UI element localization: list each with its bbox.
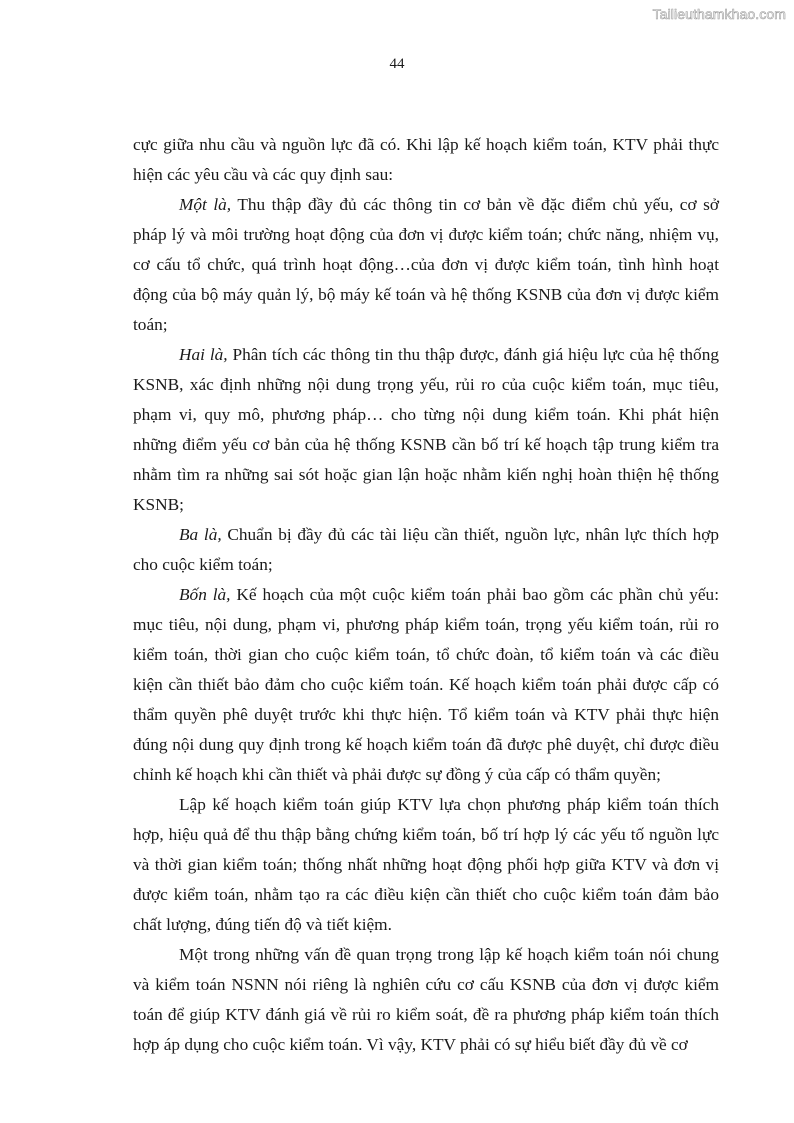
watermark: Tailieuthamkhao.com bbox=[652, 6, 786, 22]
body-text bbox=[133, 130, 719, 1060]
paragraph-text: Thu thập đầy đủ các thông tin cơ bản về đặc điểm chủ yếu, cơ sở pháp lý và môi trường hoạt động của đơn vị được kiểm toán; chức năng, nhiệm vụ, cơ cấu tổ chức, quá trình hoạt động…của đơn vị được kiểm toán, tình hình hoạt động của bộ máy quản lý, bộ máy kế toán và hệ thống KSNB của đơn vị được kiểm toán; bbox=[133, 195, 719, 334]
paragraph-hai-la bbox=[133, 340, 719, 520]
paragraph-lead: Ba là, bbox=[179, 525, 222, 544]
paragraph-lead: Hai là, bbox=[179, 345, 228, 364]
paragraph-text: Chuẩn bị đầy đủ các tài liệu cần thiết, nguồn lực, nhân lực thích hợp cho cuộc kiểm toán; bbox=[133, 525, 720, 574]
paragraph-bon-la bbox=[133, 580, 719, 790]
paragraph-text: Phân tích các thông tin thu thập được, đánh giá hiệu lực của hệ thống KSNB, xác định những nội dung trọng yếu, rủi ro của cuộc kiểm toán, mục tiêu, phạm vi, quy mô, phương pháp… cho từng nội dung kiểm toán. Khi phát hiện những điểm yếu cơ bản của hệ thống KSNB cần bố trí kế hoạch tập trung kiểm tra nhằm tìm ra những sai sót hoặc gian lận hoặc nhằm kiến nghị hoàn thiện hệ thống KSNB; bbox=[133, 345, 719, 514]
paragraph-text: Lập kế hoạch kiểm toán giúp KTV lựa chọn phương pháp kiểm toán thích hợp, hiệu quả để thu thập bằng chứng kiểm toán, bố trí hợp lý các yếu tố nguồn lực và thời gian kiểm toán; thống nhất những hoạt động phối hợp giữa KTV và đơn vị được kiểm toán, nhằm tạo ra các điều kiện cần thiết cho cuộc kiểm toán đảm bảo chất lượng, đúng tiến độ và tiết kiệm. bbox=[133, 795, 719, 934]
paragraph-lap-ke-hoach bbox=[133, 790, 719, 940]
paragraph-mot-trong-nhung bbox=[133, 940, 719, 1060]
page-number: 44 bbox=[389, 56, 405, 72]
paragraph-continuation bbox=[133, 130, 719, 190]
paragraph-mot-la bbox=[133, 190, 719, 340]
paragraph-text: Một trong những vấn đề quan trọng trong lập kế hoạch kiểm toán nói chung và kiểm toán NSNN nói riêng là nghiên cứu cơ cấu KSNB của đơn vị được kiểm toán để giúp KTV đánh giá về rủi ro kiểm soát, đề ra phương pháp kiểm toán thích hợp áp dụng cho cuộc kiểm toán. Vì vậy, KTV phải có sự hiểu biết đầy đủ về cơ bbox=[133, 945, 719, 1054]
paragraph-text: Kế hoạch của một cuộc kiểm toán phải bao gồm các phần chủ yếu: mục tiêu, nội dung, phạm vi, phương pháp kiểm toán, trọng yếu kiểm toán, rủi ro kiểm toán, thời gian cho cuộc kiểm toán, tổ chức đoàn, tổ kiểm toán và các điều kiện cần thiết bảo đảm cho cuộc kiểm toán. Kế hoạch kiểm toán phải được cấp có thẩm quyền phê duyệt trước khi thực hiện. Tổ kiểm toán và KTV phải thực hiện đúng nội dung quy định trong kế hoạch kiểm toán đã được phê duyệt, chỉ được điều chỉnh kế hoạch khi cần thiết và phải được sự đồng ý của cấp có thẩm quyền; bbox=[133, 585, 719, 784]
paragraph-lead: Một là, bbox=[179, 195, 232, 214]
paragraph-lead: Bốn là, bbox=[179, 585, 231, 604]
paragraph-text: cực giữa nhu cầu và nguồn lực đã có. Khi lập kế hoạch kiểm toán, KTV phải thực hiện các yêu cầu và các quy định sau: bbox=[133, 135, 719, 184]
paragraph-ba-la bbox=[133, 520, 719, 580]
